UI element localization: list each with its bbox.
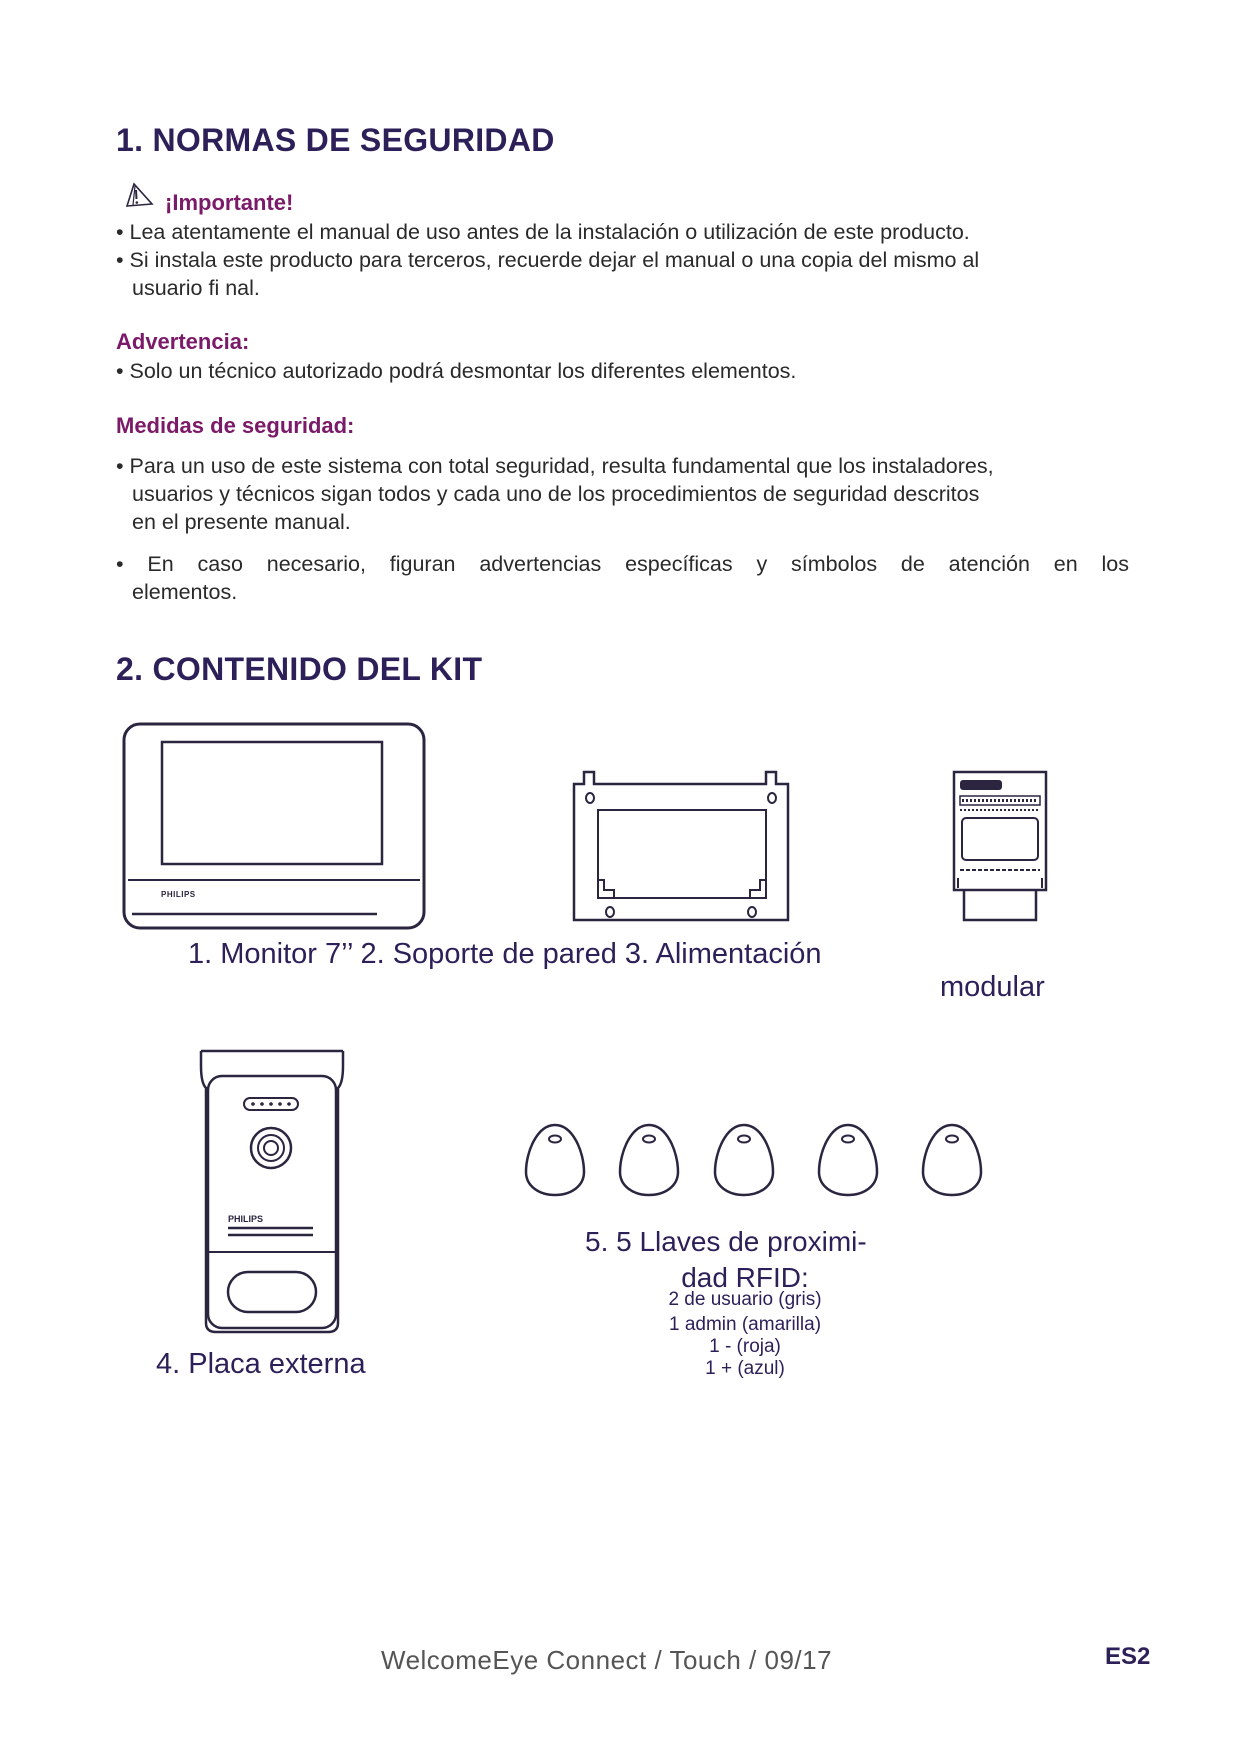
- power-supply-illustration: [950, 770, 1050, 928]
- measures-item-1-line-1: • Para un uso de este sistema con total seguridad, resulta fundamental que los instaladores,: [116, 454, 994, 478]
- rfid-key-2-icon: [617, 1122, 681, 1198]
- measures-label: Medidas de seguridad:: [116, 413, 355, 438]
- important-item-2-cont: usuario fi nal.: [132, 276, 260, 300]
- caption-rfid-keys-line-2: dad RFID:: [681, 1262, 809, 1293]
- rfid-key-1-icon: [523, 1122, 587, 1198]
- section-title-kit: 2. CONTENIDO DEL KIT: [116, 651, 483, 687]
- caption-door-panel: 4. Placa externa: [156, 1348, 366, 1380]
- measures-item-2-line-1: • En caso necesario, figuran advertencias específicas y símbolos de atención en los: [116, 552, 1129, 576]
- wall-bracket-illustration: [570, 768, 795, 926]
- measures-item-1-line-2: usuarios y técnicos sigan todos y cada uno de los procedimientos de seguridad descritos: [132, 482, 980, 506]
- rfid-keys-detail-2: 1 admin (amarilla): [668, 1314, 822, 1335]
- caption-rfid-keys-line-1: 5. 5 Llaves de proximi-: [585, 1226, 867, 1257]
- caption-items-1-3: 1. Monitor 7’’ 2. Soporte de pared 3. Alimentación: [188, 938, 822, 970]
- rfid-key-5-icon: [920, 1122, 984, 1198]
- measures-item-2-line-2: elementos.: [132, 580, 238, 604]
- door-panel-brand-logo: PHILIPS: [228, 1214, 264, 1224]
- section-title-safety: 1. NORMAS DE SEGURIDAD: [116, 122, 555, 158]
- important-item-2: • Si instala este producto para terceros, recuerde dejar el manual o una copia del mismo al: [116, 248, 980, 272]
- caption-modular: modular: [940, 971, 1045, 1003]
- rfid-keys-detail-1: 2 de usuario (gris): [668, 1289, 822, 1310]
- footer-doc-title: WelcomeEye Connect / Touch / 09/17: [381, 1645, 833, 1675]
- monitor-brand-logo: PHILIPS: [161, 890, 196, 899]
- footer-page-number: ES2: [1105, 1643, 1151, 1670]
- rfid-key-4-icon: [816, 1122, 880, 1198]
- important-label: ¡Importante!: [165, 190, 294, 215]
- rfid-keys-detail-3: 1 - (roja): [709, 1336, 781, 1357]
- rfid-key-3-icon: [712, 1122, 776, 1198]
- important-item-1: • Lea atentamente el manual de uso antes de la instalación o utilización de este producto.: [116, 220, 970, 244]
- warning-triangle-icon: [124, 181, 158, 211]
- rfid-keys-detail-4: 1 + (azul): [705, 1358, 785, 1379]
- warning-label: Advertencia:: [116, 329, 250, 354]
- monitor-illustration: [122, 722, 427, 932]
- measures-item-1-line-3: en el presente manual.: [132, 510, 351, 534]
- warning-item-1: • Solo un técnico autorizado podrá desmontar los diferentes elementos.: [116, 359, 797, 383]
